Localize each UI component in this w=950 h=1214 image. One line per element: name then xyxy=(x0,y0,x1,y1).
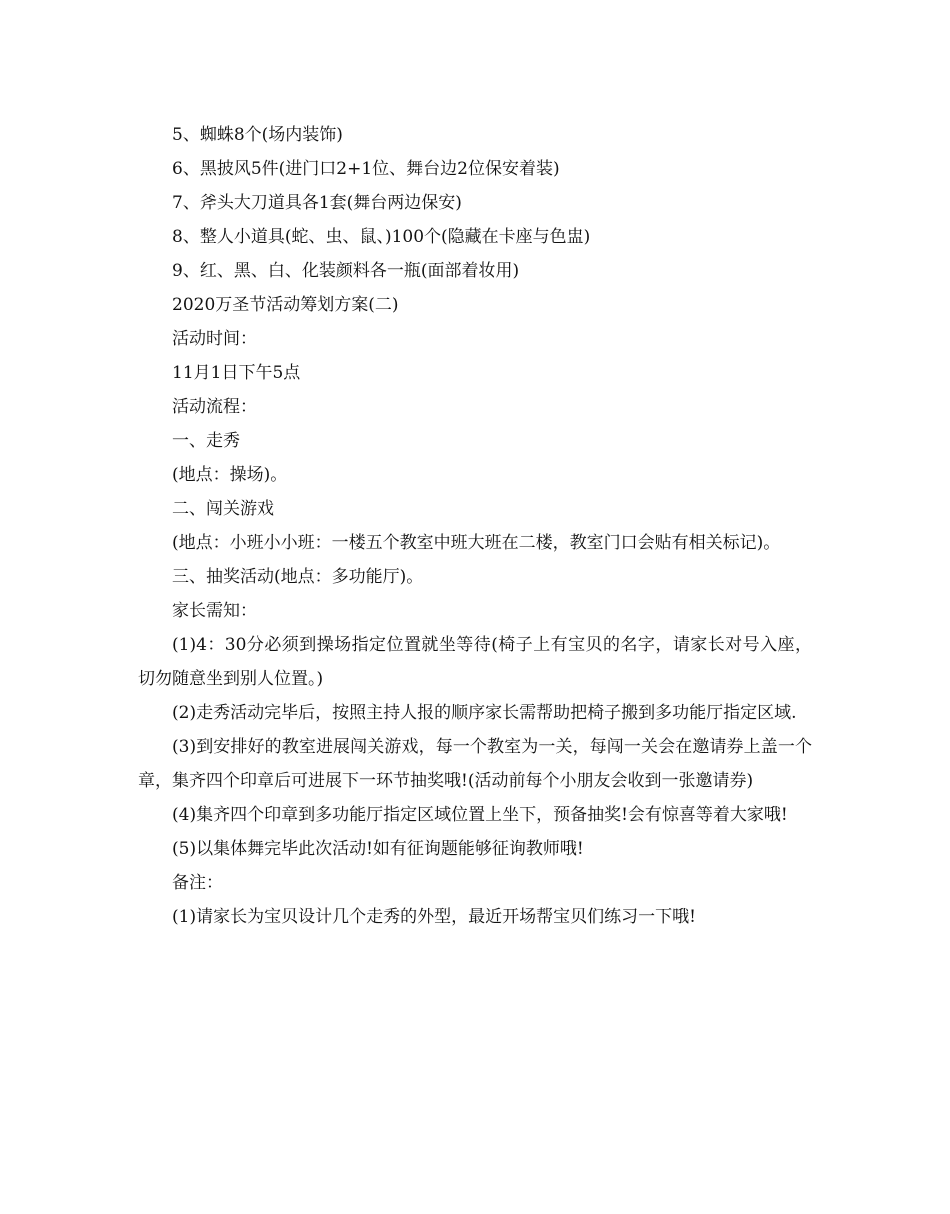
document-body xyxy=(138,118,812,934)
parent-notice-4: (4)集齐四个印章到多功能厅指定区域位置上坐下，预备抽奖!会有惊喜等着大家哦! xyxy=(172,805,788,825)
section-title: 2020万圣节活动筹划方案(二) xyxy=(172,295,399,315)
remarks-label: 备注： xyxy=(172,873,223,893)
flow-step-2: 二、闯关游戏 xyxy=(172,499,274,519)
remarks-item-1: (1)请家长为宝贝设计几个走秀的外型，最近开场帮宝贝们练习一下哦! xyxy=(172,907,696,927)
activity-time-label: 活动时间： xyxy=(172,329,257,349)
paragraph-item-5: 5、蜘蛛8个(场内装饰) xyxy=(172,125,343,145)
flow-step-3: 三、抽奖活动(地点：多功能厅)。 xyxy=(172,567,424,587)
parent-notice-5: (5)以集体舞完毕此次活动!如有征询题能够征询教师哦! xyxy=(172,839,584,859)
flow-step-1-location: (地点：操场)。 xyxy=(172,465,288,485)
flow-step-2-location: (地点：小班小小班：一楼五个教室中班大班在二楼，教室门口会贴有相关标记)。 xyxy=(172,533,781,553)
parent-notice-2: (2)走秀活动完毕后，按照主持人报的顺序家长需帮助把椅子搬到多功能厅指定区域. xyxy=(172,703,797,723)
parent-notice-1: (1)4：30分必须到操场指定位置就坐等待(椅子上有宝贝的名字，请家长对号入座，切勿随意坐到别人位置。) xyxy=(138,635,812,689)
parent-notice-3: (3)到安排好的教室进展闯关游戏，每一个教室为一关，每闯一关会在邀请券上盖一个章，集齐四个印章后可进展下一环节抽奖哦!(活动前每个小朋友会收到一张邀请券) xyxy=(138,737,812,791)
paragraph-item-6: 6、黑披风5件(进门口2+1位、舞台边2位保安着装) xyxy=(172,159,560,179)
paragraph-item-7: 7、斧头大刀道具各1套(舞台两边保安) xyxy=(172,193,462,213)
paragraph-item-9: 9、红、黑、白、化装颜料各一瓶(面部着妆用) xyxy=(172,261,520,281)
activity-flow-label: 活动流程： xyxy=(172,397,257,417)
parent-notice-label: 家长需知： xyxy=(172,601,257,621)
activity-time-value: 11月1日下午5点 xyxy=(172,363,301,383)
paragraph-item-8: 8、整人小道具(蛇、虫、鼠、)100个(隐藏在卡座与色盅) xyxy=(172,227,591,247)
flow-step-1: 一、走秀 xyxy=(172,431,240,451)
